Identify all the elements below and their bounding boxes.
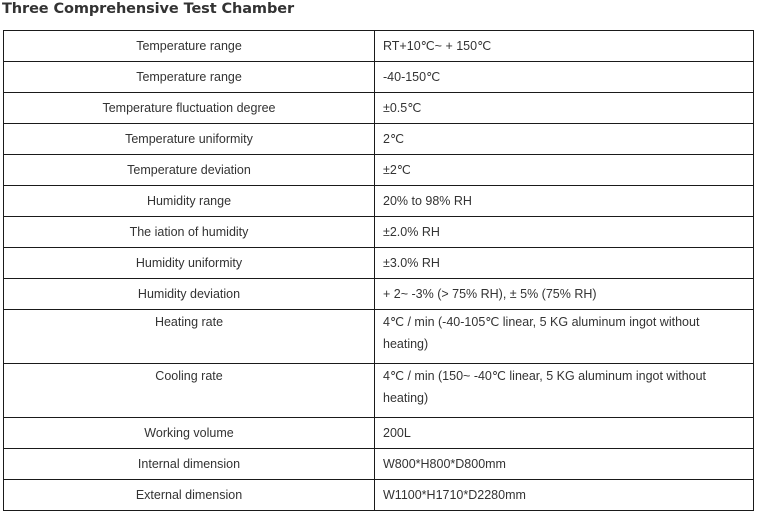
value-cell: + 2~ -3% (> 75% RH), ± 5% (75% RH) <box>375 279 754 310</box>
param-cell: Internal dimension <box>4 449 375 480</box>
param-cell: Humidity deviation <box>4 279 375 310</box>
value-cell: 200L <box>375 418 754 449</box>
table-row <box>4 186 754 217</box>
table-row <box>4 279 754 310</box>
value-cell: ±2.0% RH <box>375 217 754 248</box>
value-cell: W800*H800*D800mm <box>375 449 754 480</box>
value-cell: ±3.0% RH <box>375 248 754 279</box>
param-cell: Temperature range <box>4 62 375 93</box>
param-cell: Temperature range <box>4 31 375 62</box>
table-row <box>4 217 754 248</box>
value-cell: W1100*H1710*D2280mm <box>375 480 754 511</box>
value-cell: RT+10℃~ + 150℃ <box>375 31 754 62</box>
param-cell: Humidity uniformity <box>4 248 375 279</box>
table-row <box>4 480 754 511</box>
param-cell: Temperature fluctuation degree <box>4 93 375 124</box>
value-cell: ±2℃ <box>375 155 754 186</box>
value-cell: -40-150℃ <box>375 62 754 93</box>
table-row <box>4 310 754 364</box>
table-row <box>4 364 754 418</box>
param-cell: Cooling rate <box>4 364 375 418</box>
page-title: Three Comprehensive Test Chamber <box>2 1 295 17</box>
param-cell: Temperature uniformity <box>4 124 375 155</box>
table-row <box>4 155 754 186</box>
spec-table-body <box>4 31 754 511</box>
value-cell: ±0.5℃ <box>375 93 754 124</box>
table-row <box>4 449 754 480</box>
table-row <box>4 31 754 62</box>
table-row <box>4 62 754 93</box>
value-cell: 4℃ / min (150~ -40℃ linear, 5 KG aluminum ingot without heating) <box>375 364 754 418</box>
spec-table <box>3 30 754 511</box>
table-row <box>4 248 754 279</box>
param-cell: External dimension <box>4 480 375 511</box>
param-cell: Temperature deviation <box>4 155 375 186</box>
table-row <box>4 93 754 124</box>
param-cell: The iation of humidity <box>4 217 375 248</box>
value-cell: 2℃ <box>375 124 754 155</box>
value-cell: 4℃ / min (-40-105℃ linear, 5 KG aluminum ingot without heating) <box>375 310 754 364</box>
table-row <box>4 124 754 155</box>
param-cell: Heating rate <box>4 310 375 364</box>
param-cell: Humidity range <box>4 186 375 217</box>
value-cell: 20% to 98% RH <box>375 186 754 217</box>
table-row <box>4 418 754 449</box>
param-cell: Working volume <box>4 418 375 449</box>
